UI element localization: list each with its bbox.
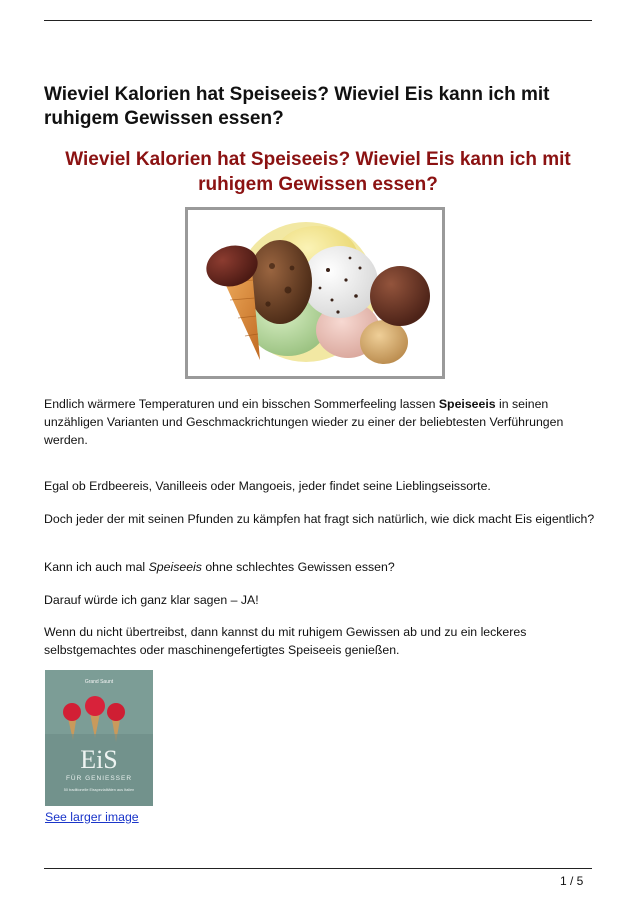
- paragraph-conscience: [44, 558, 596, 576]
- ice-cream-image: [185, 207, 445, 379]
- conscience-text-start: Kann ich auch mal: [44, 560, 149, 574]
- paragraph-question: Doch jeder der mit seinen Pfunden zu kämpfen hat fragt sich natürlich, wie dick macht Eis eigentlich?: [44, 512, 595, 526]
- book-cover-image[interactable]: [45, 670, 153, 806]
- see-larger-image-link[interactable]: See larger image: [45, 810, 139, 824]
- intro-text-start: Endlich wärmere Temperaturen und ein bisschen Sommerfeeling lassen: [44, 397, 439, 411]
- bottom-rule: [44, 868, 592, 869]
- top-rule: [44, 20, 592, 21]
- speiseeis-bold: Speiseeis: [438, 397, 496, 411]
- intro-text-end: in seinen unzähligen Varianten und Geschmackrichtungen wieder zu einer der beliebtesten Verführungen werden.: [44, 397, 564, 447]
- speiseeis-italic: Speiseeis: [148, 560, 202, 574]
- book-cover-illustration: [45, 670, 153, 806]
- paragraph-intro: [44, 395, 596, 449]
- paragraph-enjoy: Wenn du nicht übertreibst, dann kannst du mit ruhigem Gewissen ab und zu ein leckeres selbstgemachtes oder maschinengefertigtes Speiseeis genießen.: [44, 625, 527, 657]
- article-title: Wieviel Kalorien hat Speiseeis? Wieviel Eis kann ich mit ruhigem Gewissen essen?: [65, 149, 571, 195]
- paragraph-answer: Darauf würde ich ganz klar sagen – JA!: [44, 593, 259, 607]
- paragraph-flavors: Egal ob Erdbeereis, Vanilleeis oder Mangoeis, jeder findet seine Lieblingseissorte.: [44, 479, 491, 493]
- conscience-text-end: ohne schlechtes Gewissen essen?: [201, 560, 395, 574]
- document-title: Wieviel Kalorien hat Speiseeis? Wieviel Eis kann ich mit ruhigem Gewissen essen?: [44, 84, 550, 129]
- book-tagline: 50 traditionelle Eisspezialitäten aus Italien: [63, 788, 135, 792]
- book-title-sub: FÜR GENIESSER: [65, 775, 133, 782]
- page-number: 1 / 5: [560, 874, 584, 888]
- ice-cream-illustration: [188, 210, 442, 376]
- book-author: Grand Saunt: [84, 679, 114, 685]
- book-title-main: EiS: [80, 745, 118, 774]
